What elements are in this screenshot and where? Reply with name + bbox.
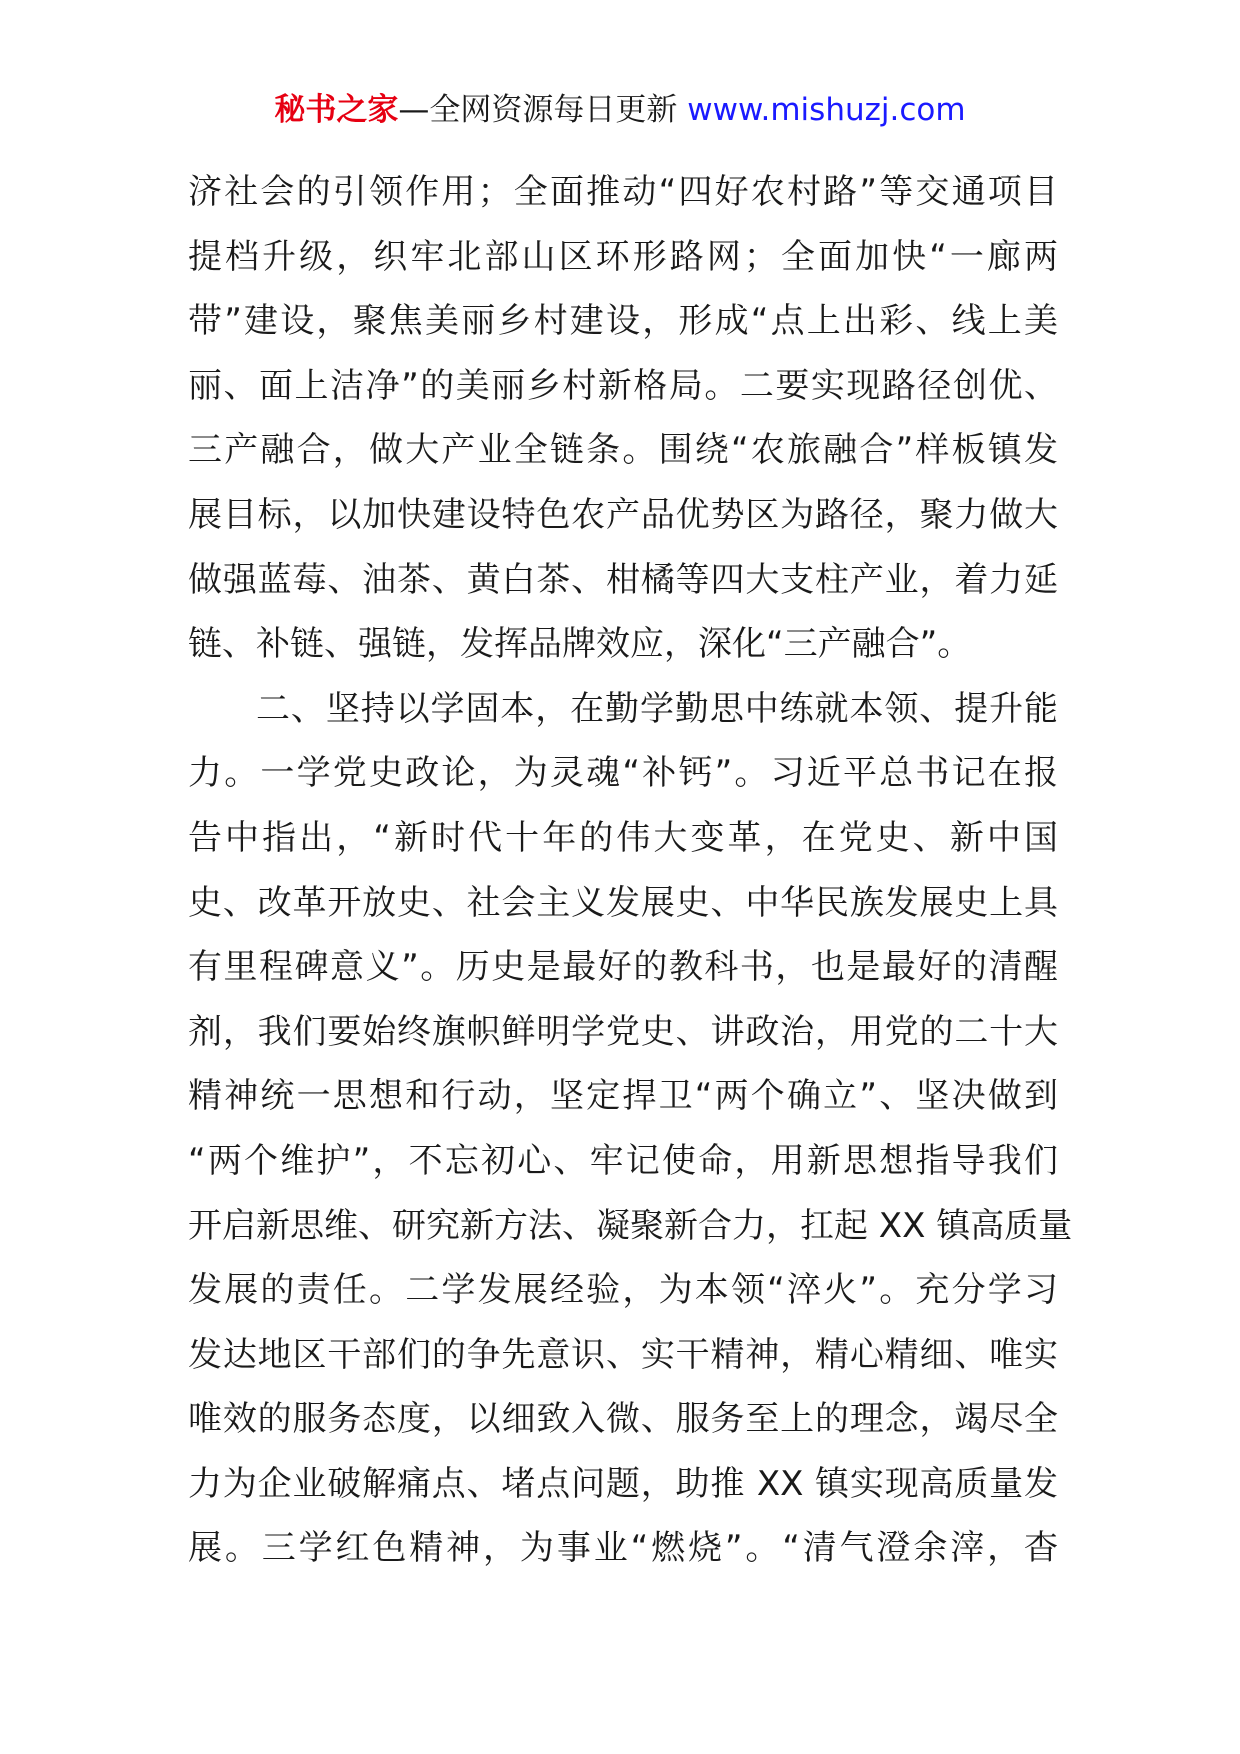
text-line: 展目标，以加快建设特色农产品优势区为路径，聚力做大 — [188, 494, 1058, 535]
site-brand: 秘书之家 — [274, 92, 399, 128]
text-line: 剂，我们要始终旗帜鲜明学党史、讲政治，用党的二十大 — [188, 1011, 1058, 1052]
text-line: 力。一学党史政论，为灵魂“补钙”。习近平总书记在报 — [188, 753, 1058, 794]
text-line: 唯效的服务态度，以细致入微、服务至上的理念，竭尽全 — [188, 1399, 1058, 1440]
text-line: 济社会的引领作用；全面推动“四好农村路”等交通项目 — [188, 172, 1058, 212]
text-line: 有里程碑意义”。历史是最好的教科书，也是最好的清醒 — [188, 947, 1058, 988]
text-line: 做强蓝莓、油茶、黄白茶、柑橘等四大支柱产业，着力延 — [188, 559, 1058, 600]
text-line: 史、改革开放史、社会主义发展史、中华民族发展史上具 — [188, 882, 1058, 923]
text-line: 带”建设，聚焦美丽乡村建设，形成“点上出彩、线上美 — [188, 301, 1058, 342]
text-line: 展。三学红色精神，为事业“燃烧”。“清气澄余滓，杳 — [188, 1528, 1058, 1569]
text-line: 丽、面上洁净”的美丽乡村新格局。二要实现路径创优、 — [188, 365, 1058, 406]
site-slogan: —全网资源每日更新 — [398, 92, 688, 128]
text-line: 三产融合，做大产业全链条。围绕“农旅融合”样板镇发 — [188, 430, 1058, 471]
text-line: 开启新思维、研究新方法、凝聚新合力，扛起 XX 镇高质量 — [188, 1205, 1073, 1246]
text-line: 发展的责任。二学发展经验，为本领“淬火”。充分学习 — [188, 1270, 1058, 1311]
text-line: 提档升级，织牢北部山区环形路网；全面加快“一廊两 — [188, 236, 1058, 277]
text-line: “两个维护”，不忘初心、牢记使命，用新思想指导我们 — [188, 1140, 1058, 1181]
section-heading-line: 二、坚持以学固本，在勤学勤思中练就本领、提升能 — [256, 688, 1058, 729]
site-url[interactable]: www.mishuzj.com — [687, 92, 966, 128]
site-header — [0, 88, 1240, 132]
document-body — [188, 160, 1073, 1581]
text-line: 发达地区干部们的争先意识、实干精神，精心精细、唯实 — [188, 1334, 1058, 1375]
text-line: 链、补链、强链，发挥品牌效应，深化“三产融合”。 — [188, 624, 972, 665]
text-line: 告中指出，“新时代十年的伟大变革，在党史、新中国 — [188, 817, 1058, 858]
text-line: 力为企业破解痛点、堵点问题，助推 XX 镇实现高质量发 — [188, 1463, 1058, 1504]
text-line: 精神统一思想和行动，坚定捍卫“两个确立”、坚决做到 — [188, 1076, 1058, 1117]
